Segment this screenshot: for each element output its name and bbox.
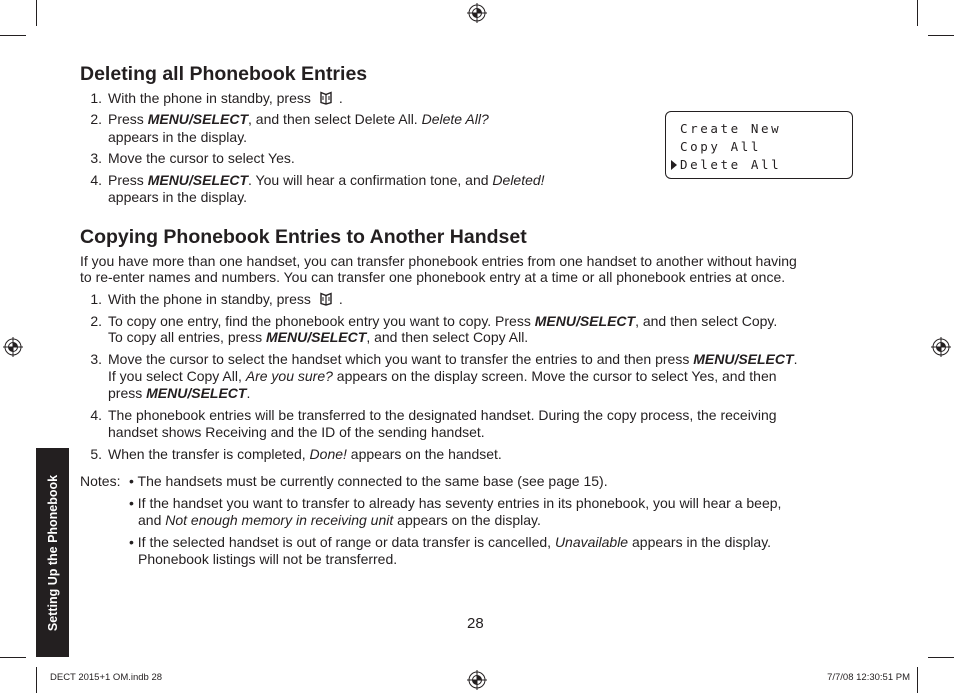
note-item: • The handsets must be currently connected to the same base (see page 15).	[129, 473, 608, 489]
step-text-part: .	[246, 385, 251, 401]
step-number: 1.	[90, 291, 102, 307]
step-text	[108, 313, 777, 330]
crop-mark	[36, 667, 37, 693]
step-text-part: To copy one entry, find the phonebook entry you want to copy. Press	[108, 313, 535, 329]
note-item	[129, 534, 771, 551]
key-menu-select: MENU/SELECT	[146, 385, 247, 401]
footer-timestamp: 7/7/08 12:30:51 PM	[827, 672, 910, 683]
step-text: Move the cursor to select Yes.	[108, 150, 295, 166]
step-text	[108, 90, 343, 107]
step-text-part: appears on the display screen. Move the cursor to select Yes, and then	[332, 368, 777, 384]
step-text-cont: appears in the display.	[108, 129, 248, 145]
step-text-part: .	[338, 291, 343, 307]
lcd-display	[665, 111, 853, 179]
note-item-cont	[138, 512, 541, 529]
step-text-part: Move the cursor to select the handset which you want to transfer the entries to and then press	[108, 351, 694, 367]
step-text-part: , and then select Copy.	[635, 313, 778, 329]
registration-mark-icon	[467, 670, 487, 690]
display-message: Unavailable	[554, 534, 629, 550]
step-text-part: With the phone in standby, press	[108, 291, 311, 307]
step-text-cont: handset shows Receiving and the ID of the sending handset.	[108, 424, 485, 440]
side-tab-label: Setting Up the Phonebook	[45, 474, 60, 631]
crop-mark	[0, 35, 26, 36]
step-text-part: .	[793, 351, 798, 367]
step-text-part: press	[108, 385, 147, 401]
step-text-cont: appears in the display.	[108, 189, 248, 205]
step-number: 5.	[90, 446, 102, 462]
crop-mark	[917, 667, 918, 693]
crop-mark	[928, 35, 954, 36]
step-number: 2.	[90, 111, 102, 127]
intro-text: to re-enter names and numbers. You can transfer one phonebook entry at a time or all phonebook entries at once.	[80, 269, 786, 285]
crop-mark	[928, 657, 954, 658]
note-item: • If the handset you want to transfer to already has seventy entries in its phonebook, you will hear a beep,	[129, 495, 782, 511]
display-message: Not enough memory in receiving unit	[165, 512, 394, 528]
lcd-line-delete-all: Delete All	[680, 157, 782, 172]
section-heading-deleting: Deleting all Phonebook Entries	[80, 63, 368, 85]
step-text-part: Press	[108, 111, 148, 127]
key-menu-select: MENU/SELECT	[534, 313, 636, 329]
step-text	[108, 291, 343, 308]
step-number: 3.	[90, 351, 102, 367]
crop-mark	[917, 0, 918, 26]
key-menu-select: MENU/SELECT	[693, 351, 794, 367]
note-text-part: • If the selected handset is out of range or data transfer is cancelled,	[129, 534, 555, 550]
display-message: Done!	[309, 446, 347, 462]
step-text-cont	[108, 368, 777, 385]
step-text-part: , and then select Copy All.	[366, 329, 529, 345]
step-number: 1.	[90, 90, 102, 106]
key-menu-select: MENU/SELECT	[147, 172, 249, 188]
crop-mark	[0, 657, 26, 658]
note-text-part: appears on the display.	[393, 512, 541, 528]
page-number: 28	[467, 615, 484, 632]
notes-label: Notes:	[80, 473, 121, 489]
key-menu-select: MENU/SELECT	[265, 329, 367, 345]
step-text-part: , and then select Delete All.	[248, 111, 422, 127]
step-text-part: When the transfer is completed,	[108, 446, 310, 462]
phonebook-icon	[319, 292, 333, 306]
display-message: Delete All?	[421, 111, 489, 127]
lcd-line-create-new: Create New	[680, 121, 782, 136]
footer-file-info: DECT 2015+1 OM.indb 28	[50, 672, 163, 683]
step-text	[108, 446, 502, 463]
step-text-part: .	[338, 90, 343, 106]
step-number: 4.	[90, 407, 102, 423]
step-text-part: With the phone in standby, press	[108, 90, 311, 106]
note-item-cont: Phonebook listings will not be transferred.	[138, 551, 398, 567]
lcd-cursor-arrow-icon	[671, 160, 677, 170]
step-text: The phonebook entries will be transferred to the designated handset. During the copy process, the receiving	[108, 407, 777, 423]
step-text	[108, 351, 797, 368]
display-message: Are you sure?	[245, 368, 333, 384]
step-text-cont	[108, 385, 250, 402]
step-number: 2.	[90, 313, 102, 329]
lcd-line-copy-all: Copy All	[680, 139, 762, 154]
registration-mark-icon	[3, 337, 23, 357]
step-text-part: appears on the handset.	[346, 446, 502, 462]
step-text-part: . You will hear a confirmation tone, and	[248, 172, 493, 188]
note-text-part: appears in the display.	[628, 534, 772, 550]
step-text	[108, 111, 489, 128]
registration-mark-icon	[467, 3, 487, 23]
phonebook-icon	[319, 91, 333, 105]
step-text-cont	[108, 329, 528, 346]
registration-mark-icon	[931, 337, 951, 357]
note-text-part: and	[138, 512, 166, 528]
step-number: 4.	[90, 172, 102, 188]
side-tab	[36, 448, 69, 657]
section-heading-copying: Copying Phonebook Entries to Another Handset	[80, 226, 527, 248]
step-text	[108, 172, 545, 189]
step-text-part: To copy all entries, press	[108, 329, 266, 345]
step-text-part: If you select Copy All,	[108, 368, 246, 384]
intro-text: If you have more than one handset, you can transfer phonebook entries from one handset to another without having	[80, 253, 797, 269]
step-number: 3.	[90, 150, 102, 166]
display-message: Deleted!	[492, 172, 545, 188]
step-text-part: Press	[108, 172, 148, 188]
key-menu-select: MENU/SELECT	[147, 111, 249, 127]
crop-mark	[36, 0, 37, 26]
